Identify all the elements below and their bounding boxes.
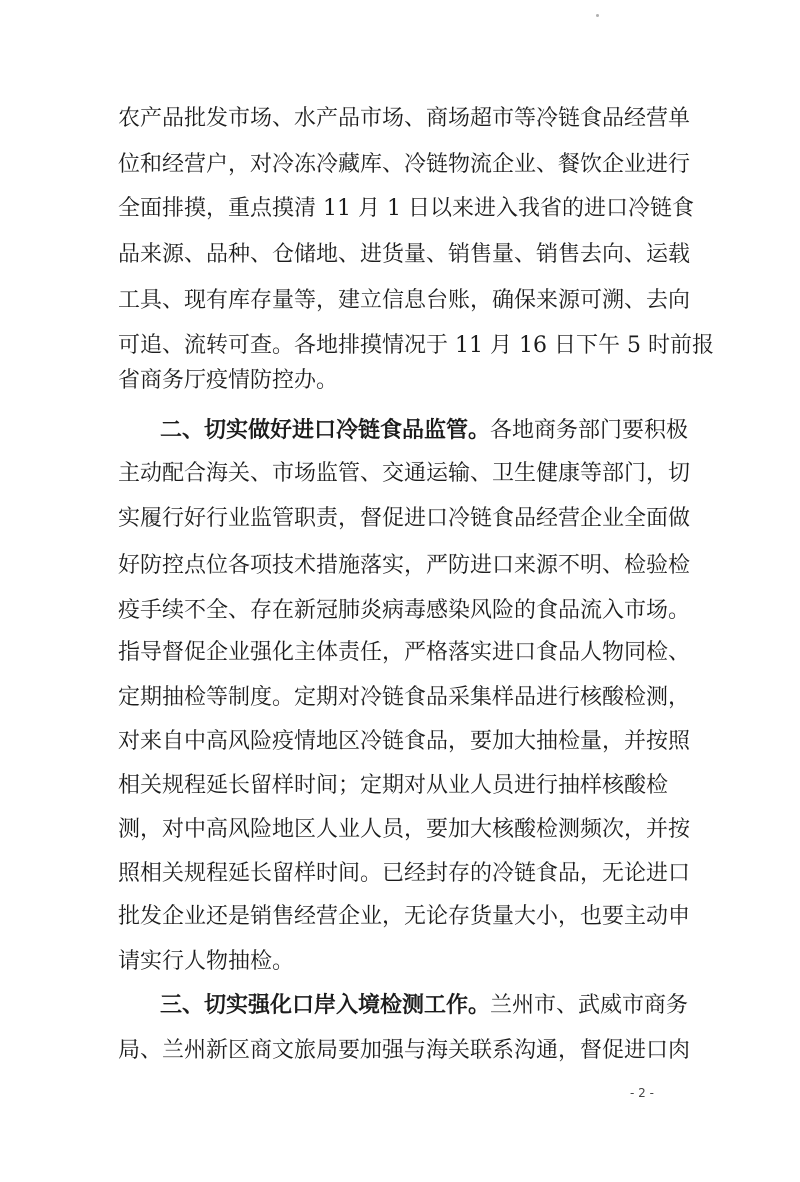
line-text: 各地商务部门要积极 [490,418,689,443]
paragraph-line [0,451,800,497]
paragraph-line [0,142,800,188]
line-text: 定期抽检等制度。定期对冷链食品采集样品进行核酸检测， [118,685,691,710]
paragraph-line [0,630,800,676]
line-text: 请实行人物抽检。 [118,949,295,974]
line-text: 全面排摸，重点摸清 11 月 1 日以来进入我省的进口冷链食 [118,196,694,221]
line-text: 疫手续不全、存在新冠肺炎病毒感染风险的食品流入市场。 [118,598,691,623]
paragraph-line [0,232,800,278]
line-text: 工具、现有库存量等，建立信息台账，确保来源可溯、去向 [118,288,691,313]
paragraph-line [0,939,800,985]
section-two-heading: 二、切实做好进口冷链食品监管。 [160,418,491,443]
paragraph-line [0,496,800,542]
line-text: 对来自中高风险疫情地区冷链食品，要加大抽检量，并按照 [118,729,691,754]
line-text: 主动配合海关、市场监管、交通运输、卫生健康等部门，切 [118,461,691,486]
paragraph-line [0,807,800,853]
line-text: 批发企业还是销售经营企业，无论存货量大小，也要主动申 [118,904,691,929]
line-text: 相关规程延长留样时间；定期对从业人员进行抽样核酸检 [118,773,669,798]
section-three-heading: 三、切实强化口岸入境检测工作。 [160,993,491,1018]
line-text: 好防控点位各项技术措施落实，严防进口来源不明、检验检 [118,553,691,578]
line-text: 位和经营户，对冷冻冷藏库、冷链物流企业、餐饮企业进行 [118,152,691,177]
paragraph-line [0,1028,800,1074]
paragraph-line [0,96,800,142]
paragraph-line [0,543,800,589]
paragraph-line [0,894,800,940]
line-text: 农产品批发市场、水产品市场、商场超市等冷链食品经营单 [118,106,691,131]
page-number: - 2 - [630,1086,654,1100]
paragraph-line [0,358,800,404]
line-text: 指导督促企业强化主体责任，严格落实进口食品人物同检、 [118,640,691,665]
paragraph-line [0,588,800,634]
section-heading-line [0,408,800,454]
paragraph-line [0,278,800,324]
line-text: 实履行好行业监管职责，督促进口冷链食品经营企业全面做 [118,506,691,531]
line-text: 省商务厅疫情防控办。 [118,368,339,393]
line-text: 局、兰州新区商文旅局要加强与海关联系沟通，督促进口肉 [118,1038,691,1063]
scan-speck [596,14,599,17]
paragraph-line [0,675,800,721]
paragraph-line [0,186,800,232]
section-heading-line [0,983,800,1029]
line-text: 可追、流转可查。各地排摸情况于 11 月 16 日下午 5 时前报 [118,333,714,358]
paragraph-line [0,719,800,765]
line-text: 兰州市、武威市商务 [490,993,689,1018]
line-text: 照相关规程延长留样时间。已经封存的冷链食品，无论进口 [118,861,691,886]
paragraph-line [0,851,800,897]
paragraph-line [0,763,800,809]
line-text: 品来源、品种、仓储地、进货量、销售量、销售去向、运载 [118,242,691,267]
line-text: 测，对中高风险地区人业人员，要加大核酸检测频次，并按 [118,817,691,842]
